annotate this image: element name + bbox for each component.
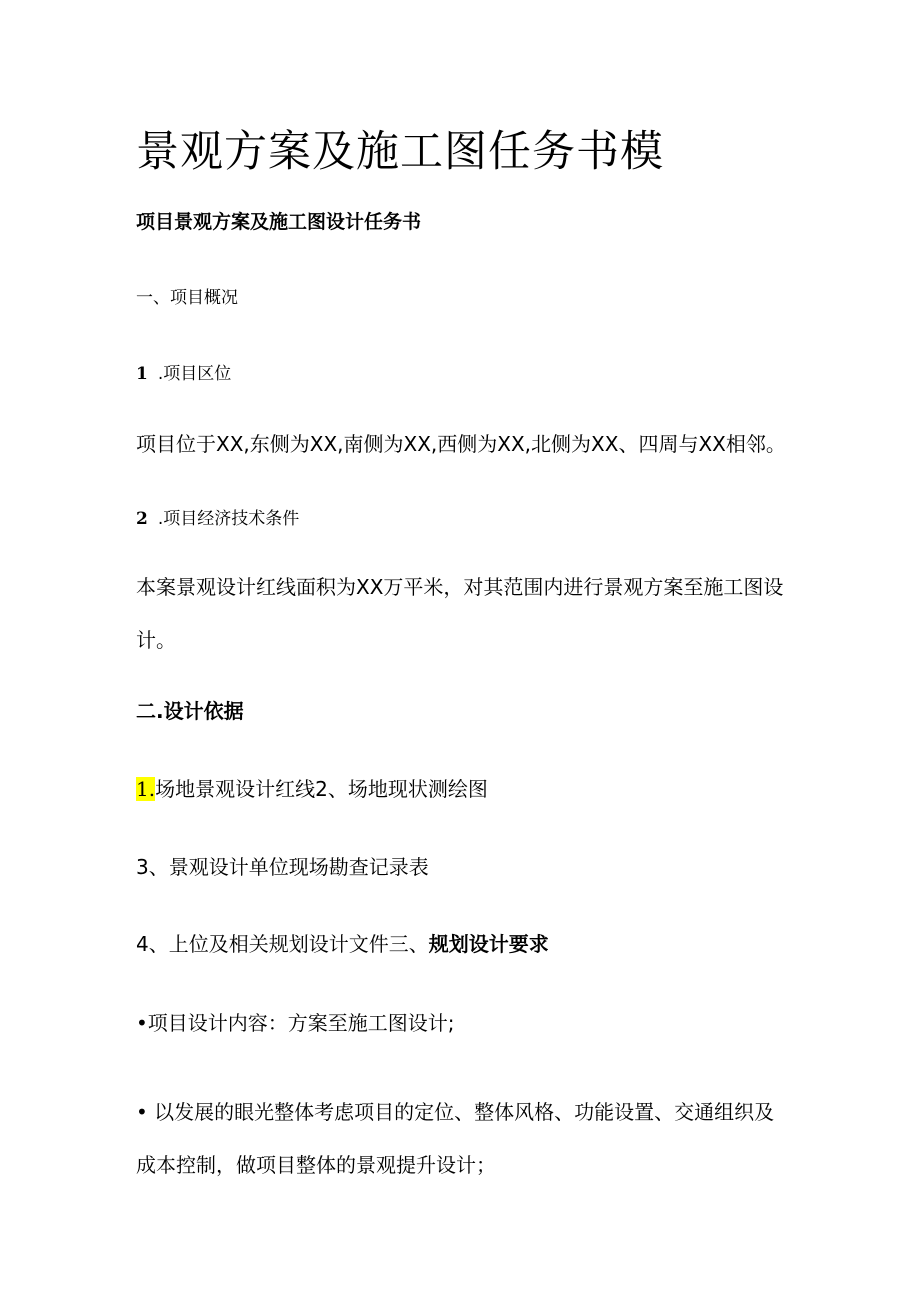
item-number: 2	[136, 509, 148, 529]
item-label: .项目经济技术条件	[157, 509, 300, 529]
tech-paragraph-line: 本案景观设计红线面积为XX万平米，对其范围内进行景观方案至施工图设	[136, 575, 784, 599]
location-paragraph: 项目位于XX,东侧为XX,南侧为XX,西侧为XX,北侧为XX、四周与XX相邻。	[136, 432, 786, 456]
document-subtitle: 项目景观方案及施工图设计任务书	[136, 211, 422, 233]
item-label: .项目区位	[157, 364, 232, 384]
item-tech-heading	[136, 511, 299, 528]
bullet-item-line: • 以发展的眼光整体考虑项目的定位、整体风格、功能设置、交通组织及	[136, 1100, 775, 1124]
basis-text: 场地景观设计红线2、场地现状测绘图	[155, 777, 488, 801]
section-heading-basis: 二.设计依据	[136, 699, 244, 723]
basis-line-3: 3、景观设计单位现场勘查记录表	[136, 855, 429, 879]
basis-text: 4、上位及相关规划设计文件三、	[136, 932, 429, 956]
bullet-item-line: 成本控制，做项目整体的景观提升设计；	[136, 1153, 496, 1177]
highlighted-number: 1.	[136, 777, 156, 801]
document-title: 景观方案及施工图任务书模	[136, 127, 664, 177]
tech-paragraph-line: 计。	[136, 628, 176, 652]
basis-line-1	[136, 779, 488, 799]
bullet-item: •项目设计内容：方案至施工图设计;	[136, 1011, 455, 1035]
item-number: 1	[136, 364, 148, 384]
section-heading-overview: 一、项目概况	[136, 288, 238, 308]
section-heading-requirements: 规划设计要求	[428, 932, 549, 956]
item-location-heading	[136, 366, 231, 383]
basis-line-4	[136, 934, 549, 954]
